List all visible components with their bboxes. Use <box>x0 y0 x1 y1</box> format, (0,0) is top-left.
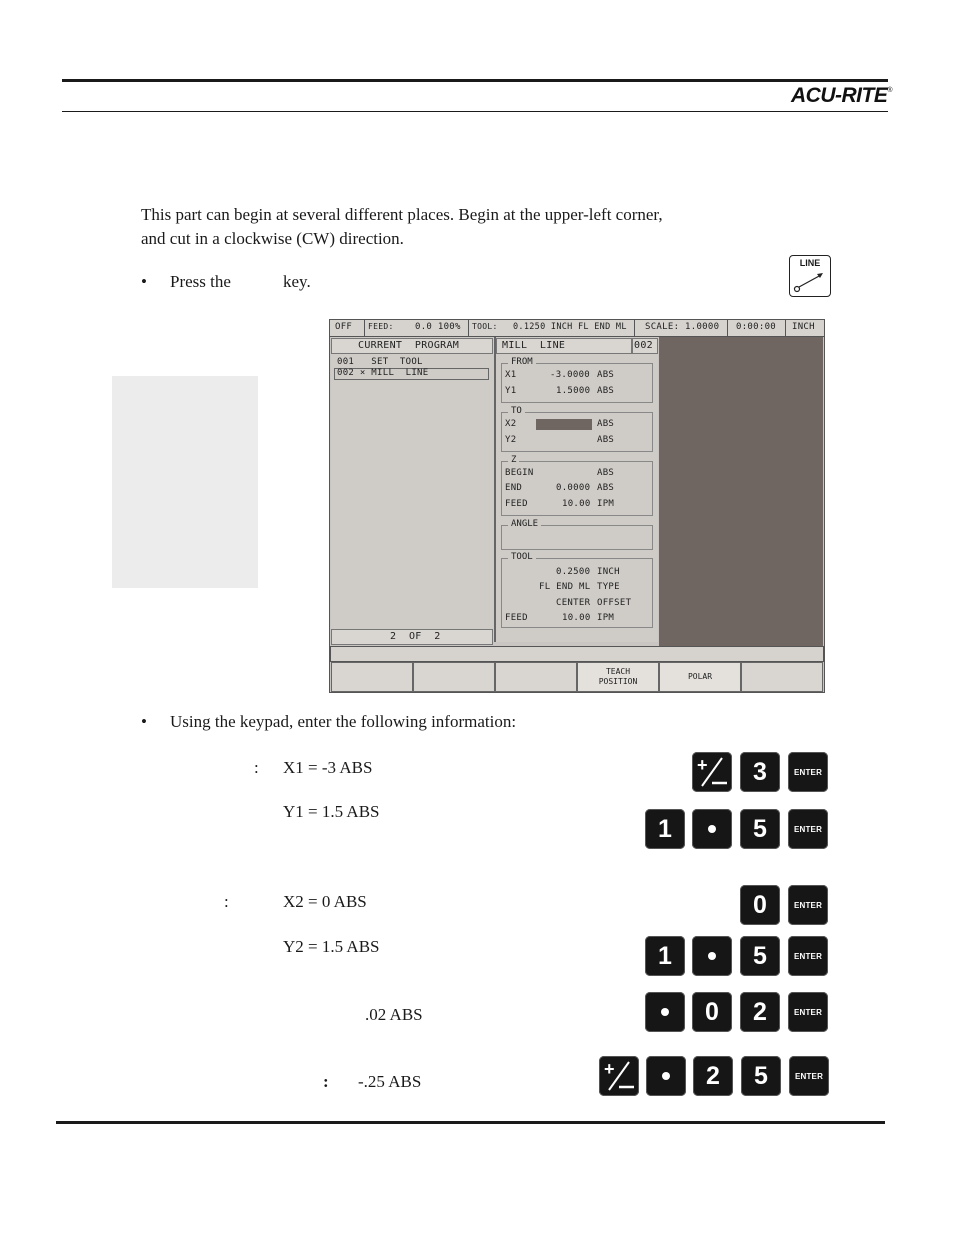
polar-softkey[interactable]: POLAR <box>659 662 741 692</box>
y1-label: Y1 <box>505 386 517 396</box>
form-step-number: 002 <box>632 338 658 354</box>
to-group: TO X2 ABS Y2 ABS <box>501 412 653 452</box>
line-arrow-icon <box>790 256 830 296</box>
tool-group: TOOL 0.2500 INCH FL END ML TYPE CENTER OFFSET FEED 10.00 IPM <box>501 558 653 628</box>
entry-depth: -.25 ABS <box>358 1072 422 1091</box>
decimal-key <box>646 1056 686 1096</box>
z-feed-value[interactable]: 10.00 <box>562 499 591 509</box>
program-line-2: 002 × MILL LINE <box>337 368 429 378</box>
to-colon: : <box>224 892 229 911</box>
tool-offset-label: OFFSET <box>597 598 632 608</box>
x1-value[interactable]: -3.0000 <box>550 370 591 380</box>
digit-1-key: 1 <box>645 936 685 976</box>
sidebar-shade <box>112 376 258 588</box>
status-tool-value: 0.1250 INCH FL END ML <box>513 322 627 332</box>
from-colon: : <box>254 758 259 777</box>
decimal-key <box>692 809 732 849</box>
softkey-2[interactable] <box>413 662 495 692</box>
tool-feed-value: 10.00 <box>562 613 591 623</box>
z-begin-mode: ABS <box>597 468 615 478</box>
header-rule <box>62 79 888 82</box>
z-feed-label: FEED <box>505 499 528 509</box>
tool-type-label: TYPE <box>597 582 620 592</box>
step1-text-before: Press the <box>170 272 231 291</box>
z-end-value[interactable]: 0.0000 <box>556 483 591 493</box>
status-bar <box>330 320 824 337</box>
header-rule-thin <box>62 111 888 112</box>
x2-mode: ABS <box>597 419 615 429</box>
decimal-key <box>692 936 732 976</box>
acu-rite-logo: ACU-RITE® <box>791 84 892 107</box>
softkey-3[interactable] <box>495 662 577 692</box>
page-indicator: 2 OF 2 <box>331 629 493 645</box>
enter-key: ENTER <box>788 936 828 976</box>
z-group: Z BEGIN ABS END 0.0000 ABS FEED 10.00 IPM <box>501 461 653 516</box>
enter-key: ENTER <box>789 1056 829 1096</box>
z-begin-label: BEGIN <box>505 468 534 478</box>
x2-input-active[interactable] <box>536 419 592 430</box>
plus-minus-icon <box>692 752 732 792</box>
digit-2-key: 2 <box>693 1056 733 1096</box>
dro-screen <box>329 319 825 693</box>
line-key-icon <box>789 255 831 297</box>
teach-position-softkey[interactable]: TEACH POSITION <box>577 662 659 692</box>
softkey-1[interactable] <box>331 662 413 692</box>
step1-text-after: key. <box>283 272 311 291</box>
status-tool-label: TOOL: <box>472 322 498 331</box>
decimal-key <box>645 992 685 1032</box>
depth-colon: : <box>323 1072 329 1091</box>
status-units: INCH <box>792 322 815 332</box>
digit-0-key: 0 <box>740 885 780 925</box>
svg-text:+: + <box>604 1059 615 1079</box>
y2-mode: ABS <box>597 435 615 445</box>
entry-x1: X1 = -3 ABS <box>283 758 373 777</box>
digit-3-key: 3 <box>740 752 780 792</box>
entry-y2: Y2 = 1.5 ABS <box>283 937 380 956</box>
y1-mode: ABS <box>597 386 615 396</box>
from-group: FROM X1 -3.0000 ABS Y1 1.5000 ABS <box>501 363 653 403</box>
tool-offset: CENTER <box>556 598 591 608</box>
tool-feed-label: FEED <box>505 613 528 623</box>
digit-5-key: 5 <box>741 1056 781 1096</box>
entry-z-end: .02 ABS <box>365 1005 423 1024</box>
line-key-label: LINE <box>799 258 821 268</box>
plus-minus-icon <box>599 1056 639 1096</box>
plus-minus-key <box>692 752 732 792</box>
enter-key: ENTER <box>788 885 828 925</box>
svg-text:+: + <box>697 755 708 775</box>
intro-paragraph: This part can begin at several different places. Begin at the upper-left corner, and cut in a clockwise (CW) direction. <box>141 205 663 248</box>
entry-x2: X2 = 0 ABS <box>283 892 367 911</box>
y2-label: Y2 <box>505 435 517 445</box>
x1-mode: ABS <box>597 370 615 380</box>
form-title: MILL LINE <box>496 338 632 354</box>
x1-label: X1 <box>505 370 517 380</box>
digit-0-key: 0 <box>692 992 732 1032</box>
digit-5-key: 5 <box>740 809 780 849</box>
enter-key: ENTER <box>788 752 828 792</box>
status-feed-value: 0.0 100% <box>415 322 461 332</box>
graphics-pane <box>659 337 823 647</box>
y1-value[interactable]: 1.5000 <box>556 386 591 396</box>
tool-diameter: 0.2500 <box>556 567 591 577</box>
mill-line-form <box>496 337 658 642</box>
plus-minus-key <box>599 1056 639 1096</box>
program-line-1[interactable]: 001 SET TOOL <box>337 357 423 367</box>
status-feed-label: FEED: <box>368 322 394 331</box>
tool-type: FL END ML <box>539 582 591 592</box>
step2-text: Using the keypad, enter the following information: <box>170 712 517 731</box>
x2-label: X2 <box>505 419 517 429</box>
bullet: • <box>141 272 147 291</box>
digit-5-key: 5 <box>740 936 780 976</box>
softkey-row <box>330 662 824 692</box>
program-pane <box>331 337 496 642</box>
digit-2-key: 2 <box>740 992 780 1032</box>
tool-diameter-unit: INCH <box>597 567 620 577</box>
status-off: OFF <box>335 322 353 332</box>
entry-y1: Y1 = 1.5 ABS <box>283 802 380 821</box>
program-pane-title: CURRENT PROGRAM <box>331 338 493 354</box>
status-timer: 0:00:00 <box>736 322 777 332</box>
program-line-selected[interactable] <box>334 368 489 380</box>
message-bar <box>330 646 824 662</box>
enter-key: ENTER <box>788 809 828 849</box>
digit-1-key: 1 <box>645 809 685 849</box>
tool-feed-unit: IPM <box>597 613 615 623</box>
z-end-label: END <box>505 483 523 493</box>
z-end-mode: ABS <box>597 483 615 493</box>
z-feed-unit: IPM <box>597 499 615 509</box>
softkey-6[interactable] <box>741 662 823 692</box>
angle-group: ANGLE <box>501 525 653 550</box>
enter-key: ENTER <box>788 992 828 1032</box>
status-scale: SCALE: 1.0000 <box>645 322 720 332</box>
footer-rule <box>56 1121 885 1124</box>
bullet: • <box>141 712 147 731</box>
